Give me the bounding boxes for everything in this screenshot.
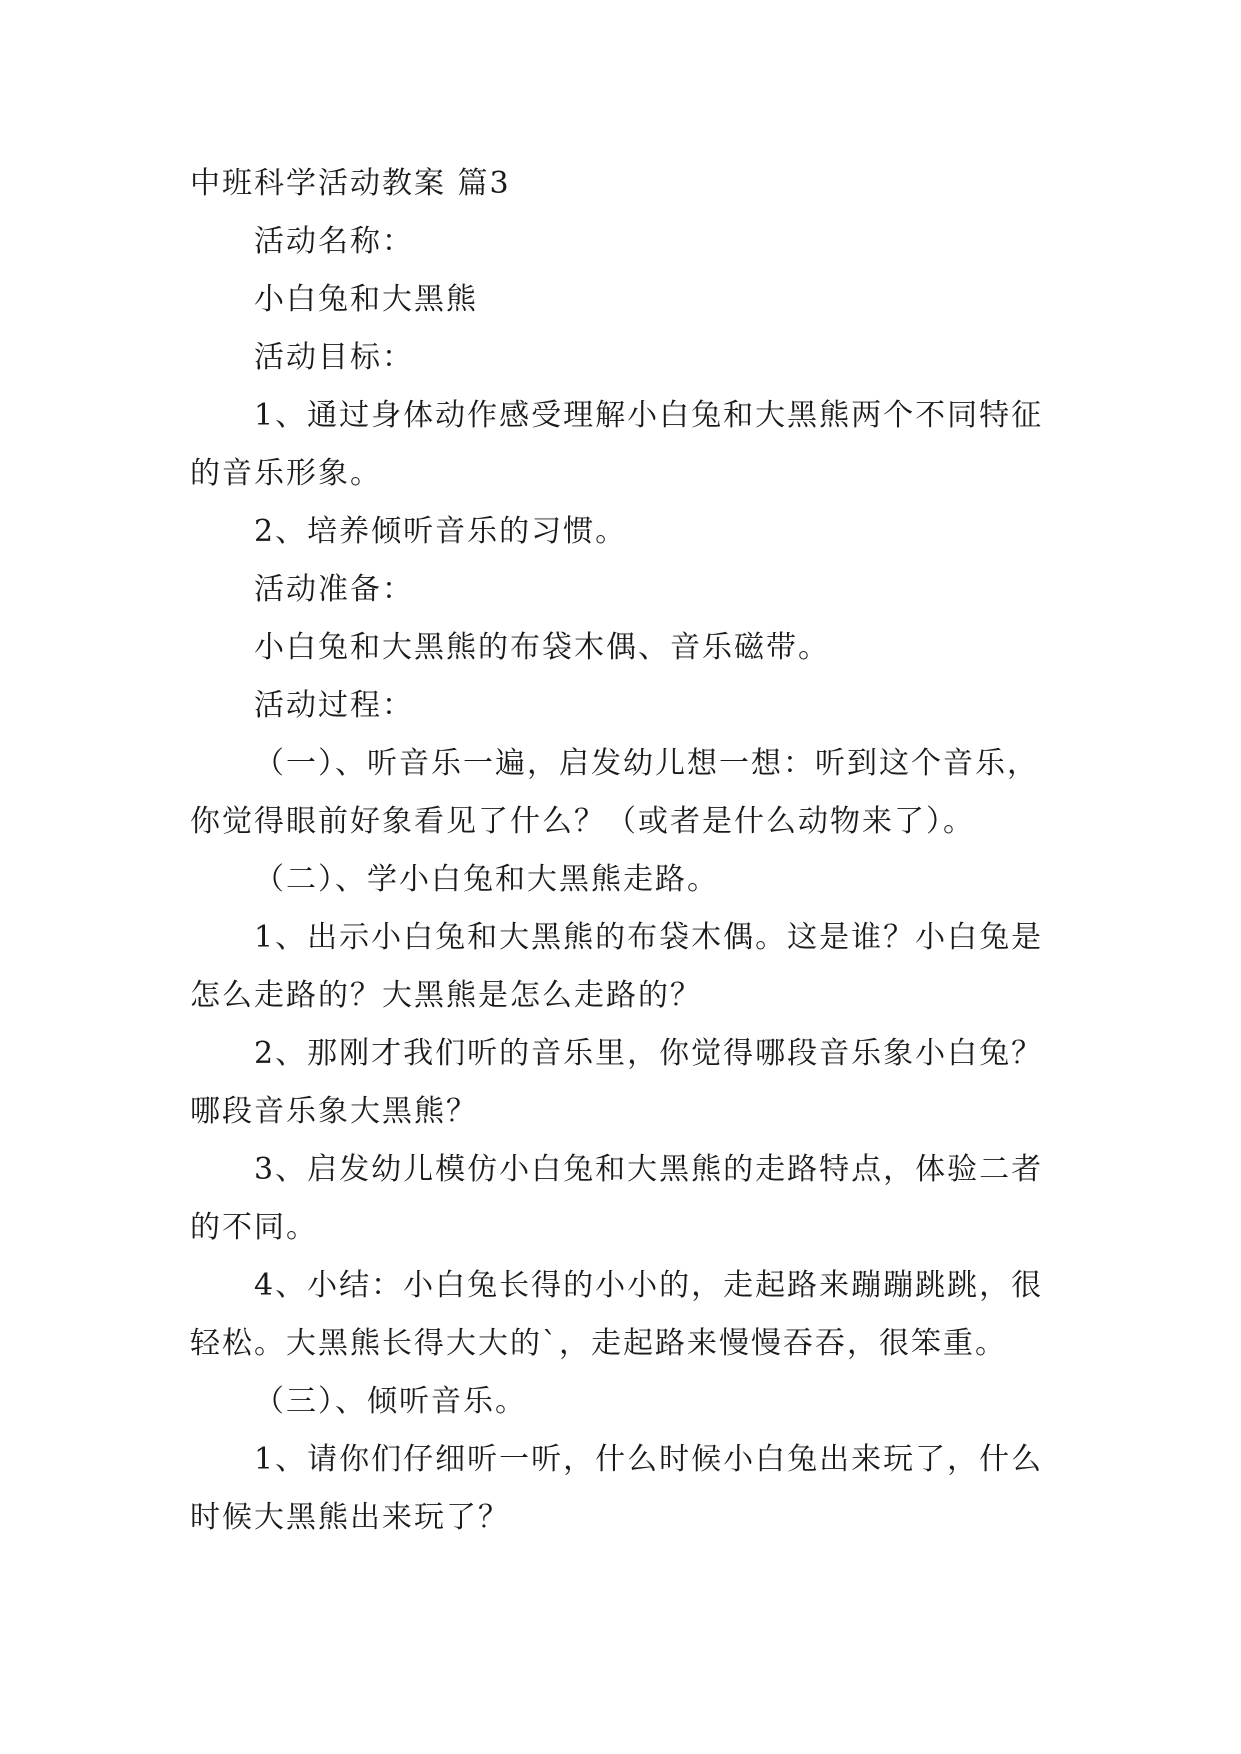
- paragraph-step-2-item-1: 1、出示小白兔和大黑熊的布袋木偶。这是谁？小白兔是怎么走路的？大黑熊是怎么走路的？: [190, 920, 1044, 1013]
- paragraph-step-2-item-2: 2、那刚才我们听的音乐里，你觉得哪段音乐象小白兔？哪段音乐象大黑熊？: [190, 1036, 1044, 1129]
- paragraph-step-2-item-4: 4、小结：小白兔长得的小小的，走起路来蹦蹦跳跳，很轻松。大黑熊长得大大的`，走起路来慢慢吞吞，很笨重。: [190, 1268, 1044, 1361]
- paragraph-goal-1: 1、通过身体动作感受理解小白兔和大黑熊两个不同特征的音乐形象。: [190, 398, 1044, 491]
- paragraph-goals-label: 活动目标：: [254, 340, 414, 375]
- paragraph-preparation: 小白兔和大黑熊的布袋木偶、音乐磁带。: [254, 630, 830, 665]
- paragraph-step-2-item-3: 3、启发幼儿模仿小白兔和大黑熊的走路特点，体验二者的不同。: [190, 1152, 1044, 1245]
- paragraph-process-label: 活动过程：: [254, 688, 414, 723]
- document-body: [190, 155, 1060, 1547]
- paragraph-step-2: （二）、学小白兔和大黑熊走路。: [254, 862, 719, 897]
- paragraph-goal-2: 2、培养倾听音乐的习惯。: [254, 514, 628, 549]
- paragraph-activity-name: 小白兔和大黑熊: [254, 282, 478, 317]
- paragraph-preparation-label: 活动准备：: [254, 572, 414, 607]
- document-title: 中班科学活动教案 篇3: [190, 166, 511, 201]
- paragraph-step-3: （三）、倾听音乐。: [254, 1384, 527, 1419]
- paragraph-step-1: （一）、听音乐一遍，启发幼儿想一想：听到这个音乐，你觉得眼前好象看见了什么？（或者是什么动物来了）。: [190, 746, 1039, 839]
- paragraph-activity-name-label: 活动名称：: [254, 224, 414, 259]
- paragraph-step-3-item-1: 1、请你们仔细听一听，什么时候小白兔出来玩了，什么时候大黑熊出来玩了？: [190, 1442, 1044, 1535]
